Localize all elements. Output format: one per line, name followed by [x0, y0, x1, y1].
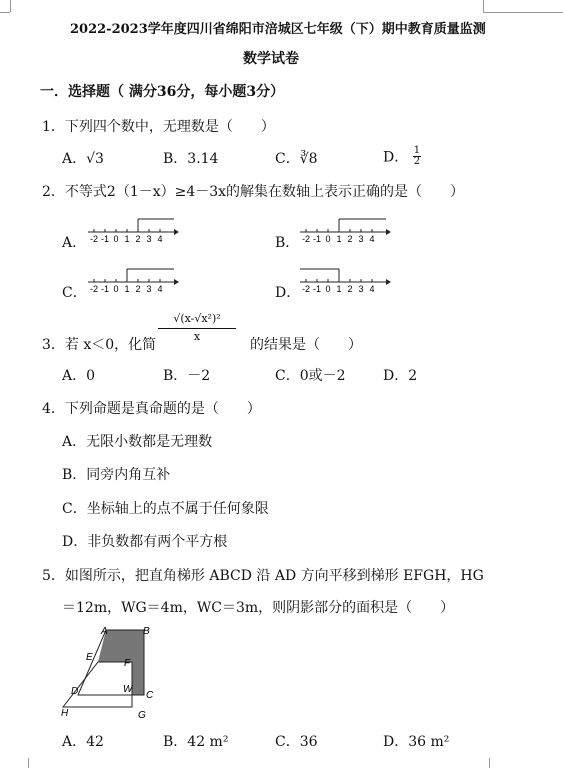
tick-label: 1: [336, 284, 342, 294]
label-a: A: [101, 626, 108, 637]
q3-option-d: D．2: [383, 368, 418, 384]
q3-option-c: C．0或－2: [275, 368, 346, 384]
crop-mark-top-left-h: [0, 12, 10, 13]
tick-label: 2: [135, 234, 141, 244]
page-title: 2022-2023学年度四川省绵阳市涪城区七年级（下）期中教育质量监测: [70, 22, 486, 37]
q2-number-line-c: [86, 266, 181, 296]
q2-option-d-label: D．: [275, 285, 301, 301]
q5-option-a: A．42: [62, 734, 104, 750]
q5-option-d: D．36 m²: [383, 734, 450, 750]
label-b: B: [143, 626, 150, 637]
label-c: C: [146, 690, 154, 701]
question-4-stem: 4．下列命题是真命题的是（ ）: [42, 401, 261, 417]
q1-option-c: C．∛8: [275, 151, 318, 167]
q1-option-b: B．3.14: [163, 151, 219, 167]
axis-arrow: [386, 279, 391, 285]
question-3-stem-suffix: 的结果是（ ）: [250, 337, 362, 353]
tick-label: -2: [89, 284, 99, 294]
q3-option-a: A．0: [62, 368, 96, 384]
label-h: H: [61, 708, 69, 719]
tick-label: 0: [325, 234, 331, 244]
tick-label: -2: [301, 234, 311, 244]
tick-label: 4: [369, 284, 375, 294]
q1-option-d-numerator: 1: [413, 145, 421, 156]
tick-label: -1: [312, 234, 322, 244]
q4-option-c: C．坐标轴上的点不属于任何象限: [62, 501, 269, 517]
tick-label: 1: [124, 234, 130, 244]
tick-label: 1: [124, 284, 130, 294]
q1-option-d-prefix: D．: [383, 149, 409, 166]
tick-label: -2: [301, 284, 311, 294]
q4-option-a: A．无限小数都是无理数: [62, 434, 213, 450]
label-g: G: [138, 710, 146, 721]
axis-arrow: [174, 279, 179, 285]
label-d: D: [71, 686, 79, 697]
axis-arrow: [386, 229, 391, 235]
q1-option-a: A．√3: [62, 151, 104, 167]
q5-trapezoid-figure: [58, 622, 163, 722]
q3-denominator: x: [193, 330, 201, 343]
q2-number-line-a: [86, 216, 181, 246]
section-heading: 一．选择题（ 满分36分，每小题3分）: [40, 84, 285, 100]
crop-mark-top-right-h: [483, 12, 563, 13]
q5-option-c: C．36: [275, 734, 318, 750]
tick-label: 0: [113, 234, 119, 244]
tick-label: 3: [146, 284, 152, 294]
crop-mark-bottom-left: [28, 758, 29, 768]
tick-label: -1: [100, 234, 110, 244]
q1-option-d-fraction: [413, 146, 421, 167]
tick-label: -1: [312, 284, 322, 294]
tick-label: 1: [336, 234, 342, 244]
q4-option-b: B．同旁内角互补: [62, 467, 171, 483]
crop-mark-top-right-v: [483, 0, 484, 12]
label-w: W: [123, 684, 133, 695]
question-1-stem: 1．下列四个数中，无理数是（ ）: [42, 119, 275, 135]
q4-option-d: D．非负数都有两个平方根: [62, 534, 228, 550]
label-e: E: [86, 652, 93, 663]
q2-option-c-label: C．: [62, 285, 87, 301]
q2-option-a-label: A．: [62, 235, 87, 251]
q5-option-b: B．42 m²: [163, 734, 229, 750]
tick-label: 4: [369, 234, 375, 244]
tick-label: 2: [347, 234, 353, 244]
q2-number-line-b: [298, 216, 393, 246]
tick-label: 3: [358, 284, 364, 294]
crop-mark-bottom-right: [489, 758, 490, 768]
tick-label: 0: [325, 284, 331, 294]
tick-label: 2: [347, 284, 353, 294]
page-subtitle: 数学试卷: [243, 51, 299, 67]
q3-option-b: B．－2: [163, 368, 211, 384]
question-2-stem: 2．不等式2（1－x）≥4－3x的解集在数轴上表示正确的是（ ）: [42, 184, 465, 200]
tick-label: -1: [100, 284, 110, 294]
label-f: F: [124, 658, 131, 669]
tick-label: 4: [157, 234, 163, 244]
q1-option-d-denominator: 2: [413, 156, 421, 167]
crop-mark-top-left-v: [10, 0, 11, 12]
q3-numerator: √(x-√x²)²: [158, 312, 236, 329]
q2-option-b-label: B．: [275, 235, 300, 251]
q1-option-d: [383, 146, 421, 167]
tick-label: 3: [146, 234, 152, 244]
tick-label: 3: [358, 234, 364, 244]
q2-number-line-d: [298, 266, 393, 296]
axis-arrow: [174, 229, 179, 235]
question-5-line-1: 5．如图所示，把直角梯形 ABCD 沿 AD 方向平移到梯形 EFGH，HG: [42, 568, 484, 584]
q3-fraction: [158, 312, 236, 343]
tick-label: 4: [157, 284, 163, 294]
question-5-line-2: ＝12m，WG＝4m，WC＝3m，则阴影部分的面积是（ ）: [62, 600, 455, 616]
question-3-stem-prefix: 3．若 x＜0，化简: [42, 337, 157, 353]
tick-label: -2: [89, 234, 99, 244]
tick-label: 0: [113, 284, 119, 294]
tick-label: 2: [135, 284, 141, 294]
trapezoid-efgh: [63, 662, 132, 707]
